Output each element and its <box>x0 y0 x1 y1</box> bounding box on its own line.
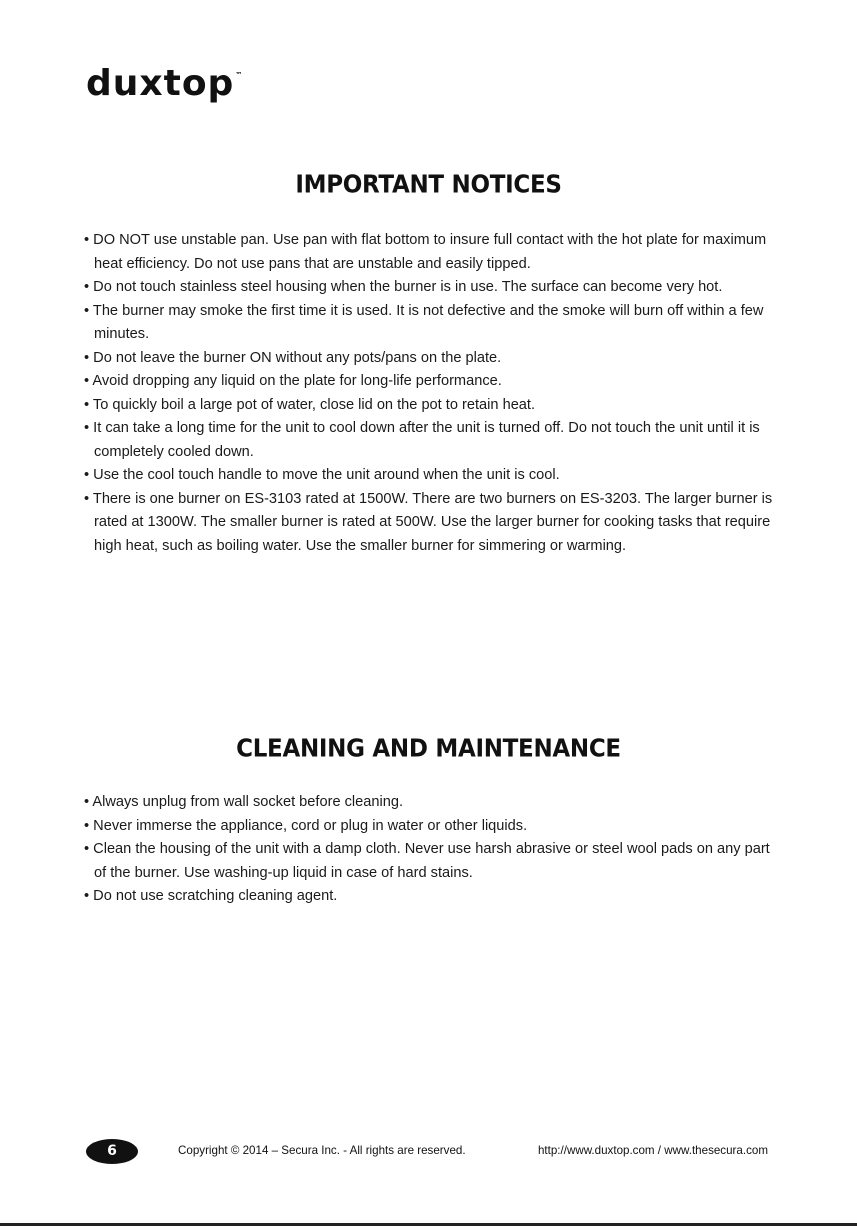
notice-item: • Do not leave the burner ON without any pots/pans on the plate. <box>84 349 502 366</box>
trademark-mark: ™ <box>235 71 244 79</box>
page-number: 6 <box>107 1143 117 1159</box>
website-urls: http://www.duxtop.com / www.thesecura.com <box>537 1144 768 1157</box>
notice-item: • It can take a long time for the unit to cool down after the unit is turned off. Do not touch the unit until it is completely cooled down. <box>84 420 760 460</box>
notice-item: • Use the cool touch handle to move the unit around when the unit is cool. <box>84 467 560 483</box>
notice-item: • Avoid dropping any liquid on the plate for long-life performance. <box>84 373 502 389</box>
important-notices-list <box>84 229 784 558</box>
page-number-badge <box>86 1139 138 1164</box>
important-notices-heading: IMPORTANT NOTICES <box>295 170 562 200</box>
cleaning-item: • Never immerse the appliance, cord or plug in water or other liquids. <box>84 817 528 834</box>
notice-item: • The burner may smoke the first time it is used. It is not defective and the smoke will burn off within a few minutes. <box>84 302 764 342</box>
notice-item: • To quickly boil a large pot of water, close lid on the pot to retain heat. <box>84 396 536 413</box>
page-footer <box>0 1139 857 1165</box>
cleaning-maintenance-list <box>84 791 784 909</box>
cleaning-item: • Always unplug from wall socket before cleaning. <box>84 794 404 810</box>
notice-item: • Do not touch stainless steel housing when the burner is in use. The surface can become very hot. <box>84 279 723 295</box>
cleaning-item: • Do not use scratching cleaning agent. <box>84 888 338 904</box>
cleaning-maintenance-heading: CLEANING AND MAINTENANCE <box>236 734 621 764</box>
copyright-text: Copyright © 2014 – Secura Inc. - All rights are reserved. <box>178 1144 466 1157</box>
duxtop-logo <box>86 63 244 104</box>
notice-item: • There is one burner on ES-3103 rated at 1500W. There are two burners on ES-3203. The larger burner is rated at 1300W. The smaller burner is rated at 500W. Use the larger burner for cooking tasks that require high heat, such as boiling water. Use the smaller burner for simmering or warming. <box>84 490 773 554</box>
logo-text: duxtop <box>86 63 235 104</box>
notice-item: • DO NOT use unstable pan. Use pan with flat bottom to insure full contact with the hot plate for maximum heat efficiency. Do not use pans that are unstable and easily tipped. <box>84 232 767 272</box>
cleaning-item: • Clean the housing of the unit with a damp cloth. Never use harsh abrasive or steel wool pads on any part of the burner. Use washing-up liquid in case of hard stains. <box>84 841 770 881</box>
